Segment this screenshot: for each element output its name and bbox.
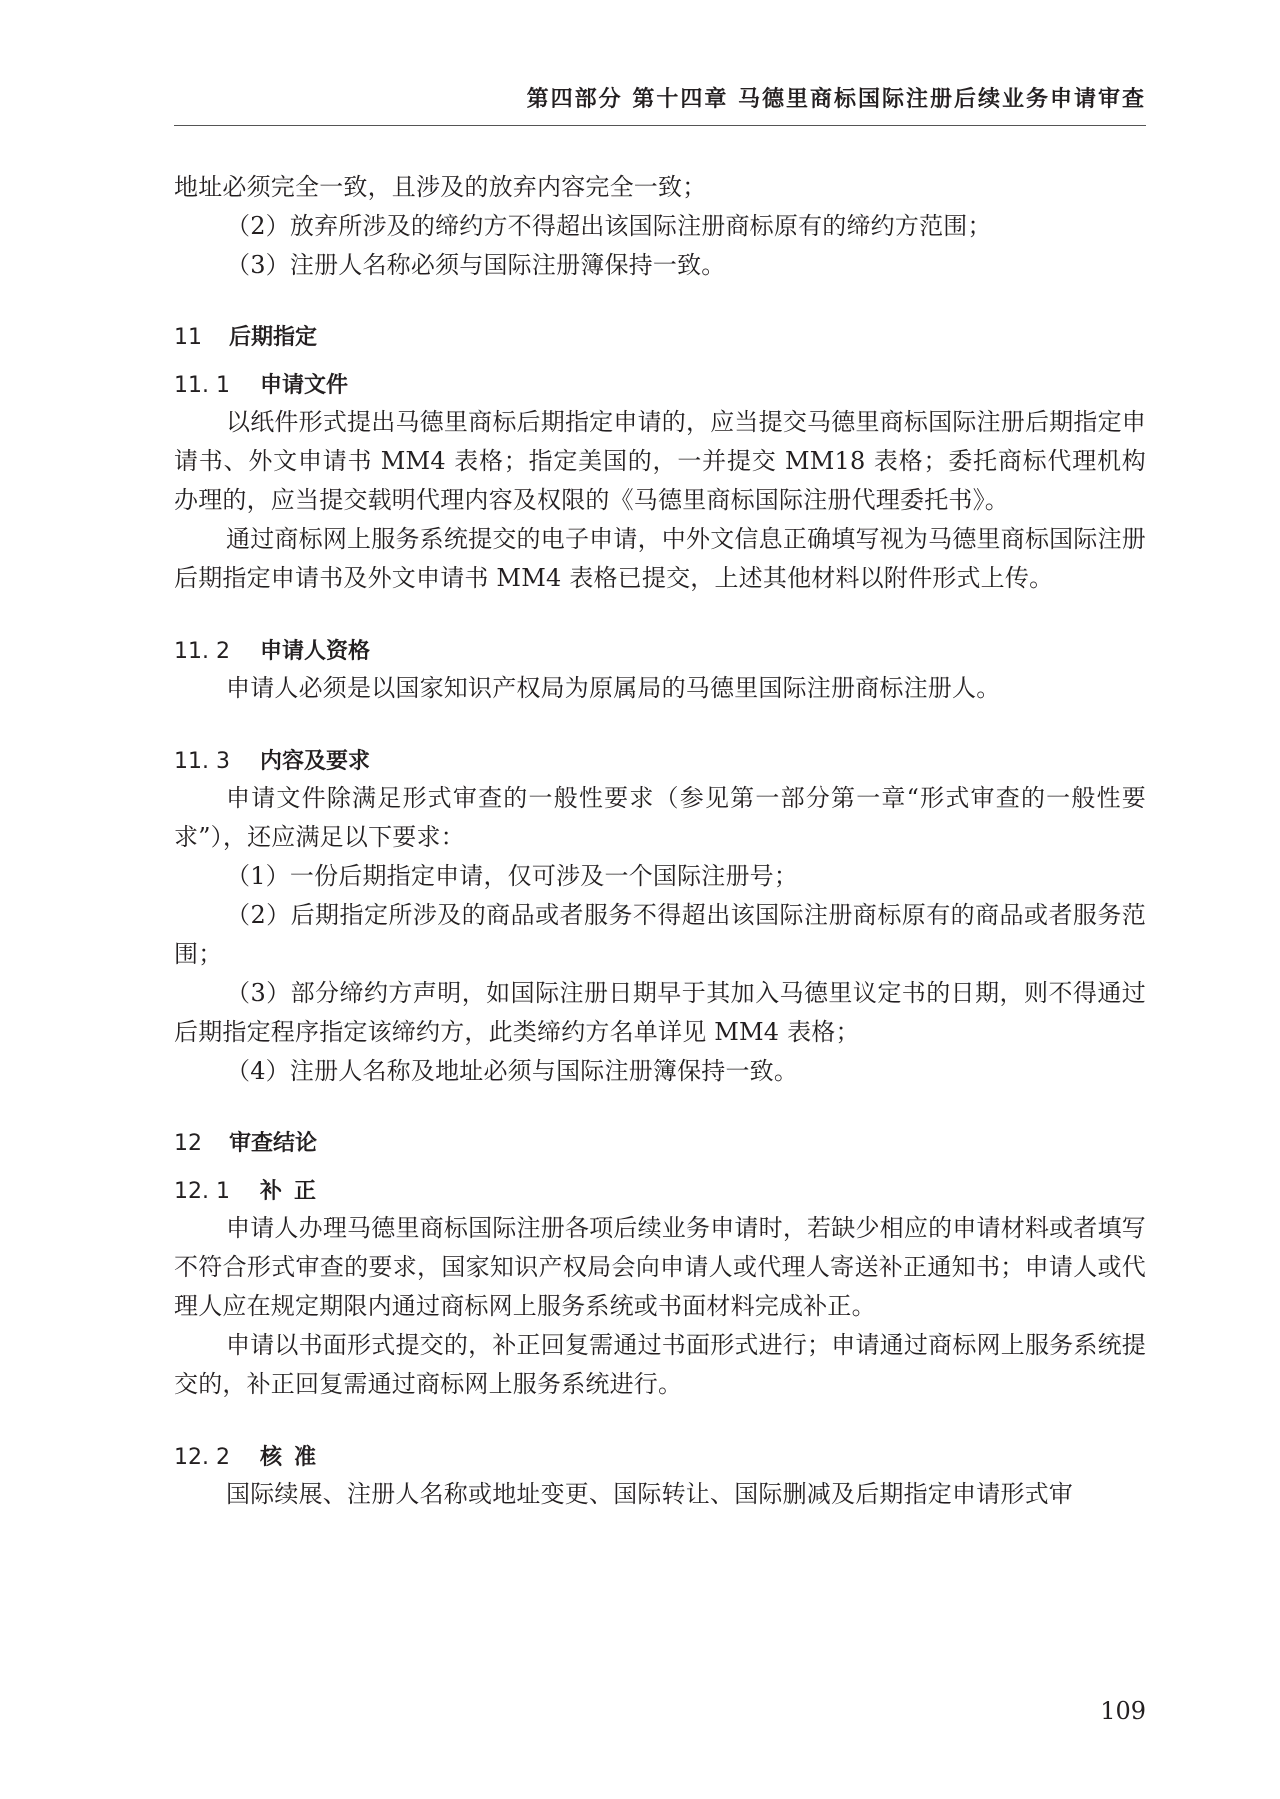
paragraph-item-2: （2）放弃所涉及的缔约方不得超出该国际注册商标原有的缔约方范围； [226, 212, 992, 240]
section-11-2-number: 11. 2 [174, 639, 230, 664]
section-11-3-title: 内容及要求 [260, 749, 371, 774]
section-11-1-paragraph-1: 以纸件形式提出马德里商标后期指定申请的，应当提交马德里商标国际注册后期指定申请书、外文申请书 MM4 表格；指定美国的，一并提交 MM18 表格；委托商标代理机构办理的，应当提交载明代理内容及权限的《马德里商标国际注册代理委托书》。 [174, 408, 1146, 514]
section-11-3-item-3: （3）部分缔约方声明，如国际注册日期早于其加入马德里议定书的日期，则不得通过后期指定程序指定该缔约方，此类缔约方名单详见 MM4 表格； [174, 979, 1146, 1046]
paragraph-continued: 地址必须完全一致，且涉及的放弃内容完全一致； [174, 173, 707, 201]
section-11-3-number: 11. 3 [174, 749, 230, 774]
section-11-number: 11 [174, 325, 202, 350]
section-11-1-paragraph-2: 通过商标网上服务系统提交的电子申请，中外文信息正确填写视为马德里商标国际注册后期指定申请书及外文申请书 MM4 表格已提交，上述其他材料以附件形式上传。 [174, 525, 1146, 592]
section-11-3-item-1: （1）一份后期指定申请，仅可涉及一个国际注册号； [226, 862, 799, 890]
section-11-2-heading [174, 635, 1146, 669]
section-12-2-title: 核准 [260, 1445, 329, 1470]
section-11-3-heading [174, 745, 1146, 779]
section-12-1-paragraph-2: 申请以书面形式提交的，补正回复需通过书面形式进行；申请通过商标网上服务系统提交的，补正回复需通过商标网上服务系统进行。 [174, 1331, 1146, 1398]
section-12-2-number: 12. 2 [174, 1445, 230, 1470]
section-12-title: 审查结论 [229, 1131, 318, 1156]
running-header: 第四部分 第十四章 马德里商标国际注册后续业务申请审查 [526, 86, 1146, 112]
paragraph-item-3: （3）注册人名称必须与国际注册簿保持一致。 [226, 251, 726, 279]
section-11-2-title: 申请人资格 [260, 639, 371, 664]
header-rule [174, 125, 1146, 126]
section-11-3-paragraph-1: 申请文件除满足形式审查的一般性要求（参见第一部分第一章“形式审查的一般性要求”），还应满足以下要求： [174, 784, 1146, 851]
section-11-1-title: 申请文件 [260, 373, 349, 398]
section-11-1-heading [174, 369, 1146, 403]
section-11-3-item-2: （2）后期指定所涉及的商品或者服务不得超出该国际注册商标原有的商品或者服务范围； [174, 901, 1146, 968]
section-11-2-paragraph-1: 申请人必须是以国家知识产权局为原属局的马德里国际注册商标注册人。 [226, 674, 1001, 702]
section-12-2-heading [174, 1441, 1146, 1475]
page-number: 109 [1100, 1697, 1146, 1725]
section-12-1-heading [174, 1175, 1146, 1209]
section-12-1-number: 12. 1 [174, 1179, 230, 1204]
page-body [174, 168, 1146, 1514]
section-11-heading [174, 322, 1146, 354]
section-12-number: 12 [174, 1131, 202, 1156]
section-11-1-number: 11. 1 [174, 373, 230, 398]
section-11-3-item-4: （4）注册人名称及地址必须与国际注册簿保持一致。 [226, 1057, 799, 1085]
section-12-heading [174, 1128, 1146, 1160]
section-12-1-paragraph-1: 申请人办理马德里商标国际注册各项后续业务申请时，若缺少相应的申请材料或者填写不符合形式审查的要求，国家知识产权局会向申请人或代理人寄送补正通知书；申请人或代理人应在规定期限内通过商标网上服务系统或书面材料完成补正。 [174, 1214, 1146, 1320]
section-11-title: 后期指定 [229, 325, 318, 350]
section-12-2-paragraph-1: 国际续展、注册人名称或地址变更、国际转让、国际删减及后期指定申请形式审 [226, 1480, 1073, 1508]
section-12-1-title: 补正 [260, 1179, 329, 1204]
